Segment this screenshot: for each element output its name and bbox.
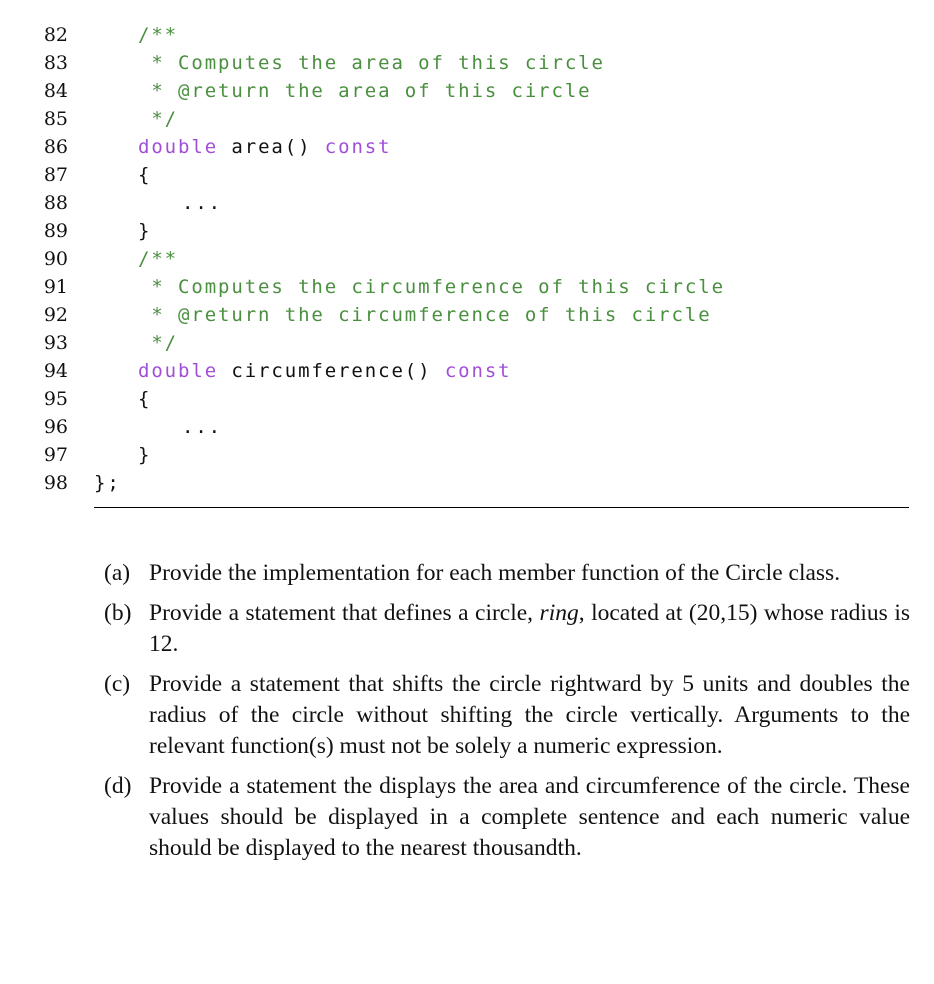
code-text xyxy=(138,441,151,469)
code-keyword: double xyxy=(138,136,219,158)
code-text xyxy=(138,49,605,77)
code-line xyxy=(0,385,934,413)
line-number: 86 xyxy=(43,136,68,158)
code-text xyxy=(182,413,222,441)
code-comment: */ xyxy=(138,332,179,354)
code-comment: * Computes the circumference of this circle xyxy=(138,276,725,298)
code-comment: /** xyxy=(138,248,179,270)
question-label: (c) xyxy=(104,671,131,697)
line-number: 82 xyxy=(43,24,68,46)
question-text-segment: Provide a statement that shifts the circle rightward by 5 units and doubles the radius of the circle without shifting the circle vertically. Arguments to the relevant function(s) must not be solely a numeric expression. xyxy=(149,671,910,759)
code-line xyxy=(0,413,934,441)
code-line xyxy=(0,217,934,245)
code-text xyxy=(182,189,222,217)
code-text xyxy=(94,469,121,497)
line-number: 87 xyxy=(43,164,68,186)
code-comment: * @return the circumference of this circle xyxy=(138,304,712,326)
line-number: 98 xyxy=(43,472,68,494)
question-text xyxy=(149,669,910,762)
code-line xyxy=(0,273,934,301)
question-text-segment: Provide the implementation for each member function of the Circle class. xyxy=(149,560,841,586)
line-number: 89 xyxy=(43,220,68,242)
code-line xyxy=(0,49,934,77)
line-number: 83 xyxy=(43,52,68,74)
emphasized-term: ring xyxy=(539,600,579,626)
question-item xyxy=(96,669,910,762)
code-line xyxy=(0,357,934,385)
code-line xyxy=(0,105,934,133)
question-label: (a) xyxy=(104,560,131,586)
code-text xyxy=(138,77,592,105)
code-token: ... xyxy=(182,416,223,438)
question-label: (d) xyxy=(104,773,132,799)
section-divider xyxy=(94,507,909,508)
code-text xyxy=(138,133,391,161)
line-number: 88 xyxy=(43,192,68,214)
code-keyword: const xyxy=(324,136,392,158)
line-number: 85 xyxy=(43,108,68,130)
code-text xyxy=(138,105,178,133)
code-token: area() xyxy=(218,136,325,158)
code-token: } xyxy=(138,220,152,242)
question-text-segment: Provide a statement that defines a circle, xyxy=(149,600,540,626)
question-text xyxy=(149,771,910,864)
question-text xyxy=(149,558,910,589)
code-line xyxy=(0,301,934,329)
code-comment: * @return the area of this circle xyxy=(138,80,592,102)
code-line xyxy=(0,189,934,217)
code-line xyxy=(0,245,934,273)
code-token: ... xyxy=(182,192,223,214)
code-line xyxy=(0,329,934,357)
code-token: }; xyxy=(94,472,121,494)
line-number: 93 xyxy=(43,332,68,354)
question-item xyxy=(96,598,910,660)
question-list xyxy=(96,558,910,873)
code-text xyxy=(138,161,151,189)
code-listing xyxy=(0,21,934,497)
code-text xyxy=(138,385,151,413)
code-keyword: const xyxy=(444,360,512,382)
code-text xyxy=(138,245,178,273)
code-keyword: double xyxy=(138,360,219,382)
line-number: 92 xyxy=(43,304,68,326)
question-label: (b) xyxy=(104,600,132,626)
code-text xyxy=(138,357,512,385)
code-line xyxy=(0,161,934,189)
code-line xyxy=(0,469,934,497)
code-comment: * Computes the area of this circle xyxy=(138,52,605,74)
code-token: { xyxy=(138,388,152,410)
code-text xyxy=(138,21,178,49)
code-text xyxy=(138,301,712,329)
line-number: 94 xyxy=(43,360,68,382)
question-item xyxy=(96,558,910,589)
code-line xyxy=(0,77,934,105)
line-number: 96 xyxy=(43,416,68,438)
code-line xyxy=(0,21,934,49)
code-comment: /** xyxy=(138,24,179,46)
code-text xyxy=(138,273,725,301)
line-number: 90 xyxy=(43,248,68,270)
question-item xyxy=(96,771,910,864)
question-text-segment: Provide a statement the displays the area and circumference of the circle. These values should be displayed in a complete sentence and each numeric value should be displayed to the nearest thousandth. xyxy=(149,773,910,861)
code-text xyxy=(138,217,151,245)
code-token: { xyxy=(138,164,152,186)
line-number: 84 xyxy=(43,80,68,102)
question-text-segment: , located at (20,15) whose radius is 12. xyxy=(149,600,910,657)
question-text xyxy=(149,598,910,660)
code-token: } xyxy=(138,444,152,466)
code-line xyxy=(0,133,934,161)
code-token: circumference() xyxy=(218,360,445,382)
code-comment: */ xyxy=(138,108,179,130)
code-text xyxy=(138,329,178,357)
line-number: 97 xyxy=(43,444,68,466)
line-number: 95 xyxy=(43,388,68,410)
line-number: 91 xyxy=(43,276,68,298)
code-line xyxy=(0,441,934,469)
